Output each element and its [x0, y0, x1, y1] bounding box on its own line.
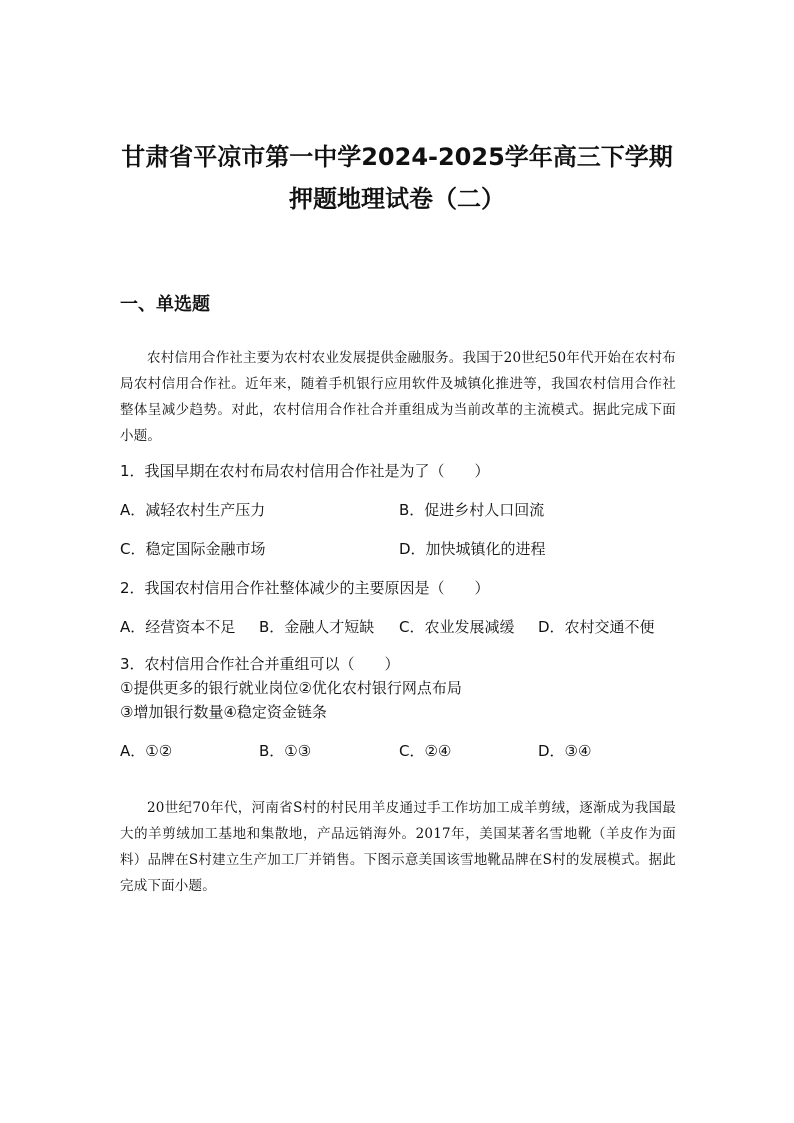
question-1-stem: 1．我国早期在农村布局农村信用合作社是为了（ ）	[120, 462, 490, 480]
reading-passage-1: 农村信用合作社主要为农村农业发展提供金融服务。我国于20世纪50年代开始在农村布局农村信用合作社。近年来，随着手机银行应用软件及城镇化推进等，我国农村信用合作社整体呈减少趋势。对此，农村信用合作社合并重组成为当前改革的主流模式。据此完成下面小题。	[120, 350, 676, 444]
question-1-option-d[interactable]: D．加快城镇化的进程	[399, 540, 546, 558]
question-2-option-d[interactable]: D．农村交通不便	[538, 618, 655, 636]
question-3-statements-line2: ③增加银行数量④稳定资金链条	[120, 703, 327, 721]
exam-title-line2: 押题地理试卷（二）	[289, 185, 505, 213]
section-heading: 一、单选题	[120, 294, 210, 315]
reading-passage-2: 20世纪70年代，河南省S村的村民用羊皮通过手工作坊加工成羊剪绒，逐渐成为我国最大的羊剪绒加工基地和集散地，产品远销海外。2017年，美国某著名雪地靴（羊皮作为面料）品牌在S村建立生产加工厂并销售。下图示意美国该雪地靴品牌在S村的发展模式。据此完成下面小题。	[120, 800, 676, 894]
question-1-option-a[interactable]: A．减轻农村生产压力	[120, 501, 266, 519]
question-2-option-a[interactable]: A．经营资本不足	[120, 618, 236, 636]
question-2-option-c[interactable]: C．农业发展减缓	[399, 618, 515, 636]
question-3-option-c[interactable]: C．②④	[399, 742, 452, 760]
question-2-stem: 2．我国农村信用合作社整体减少的主要原因是（ ）	[120, 579, 490, 597]
question-3-option-d[interactable]: D．③④	[538, 742, 592, 760]
exam-title-line1: 甘肃省平凉市第一中学2024-2025学年高三下学期	[121, 143, 673, 171]
question-3-stem: 3．农村信用合作社合并重组可以（ ）	[120, 655, 400, 673]
question-2-option-b[interactable]: B．金融人才短缺	[259, 618, 375, 636]
question-1-option-c[interactable]: C．稳定国际金融市场	[120, 540, 266, 558]
question-3-option-b[interactable]: B．①③	[259, 742, 312, 760]
question-3-option-a[interactable]: A．①②	[120, 742, 173, 760]
question-3-statements-line1: ①提供更多的银行就业岗位②优化农村银行网点布局	[120, 679, 462, 697]
question-1-option-b[interactable]: B．促进乡村人口回流	[399, 501, 545, 519]
